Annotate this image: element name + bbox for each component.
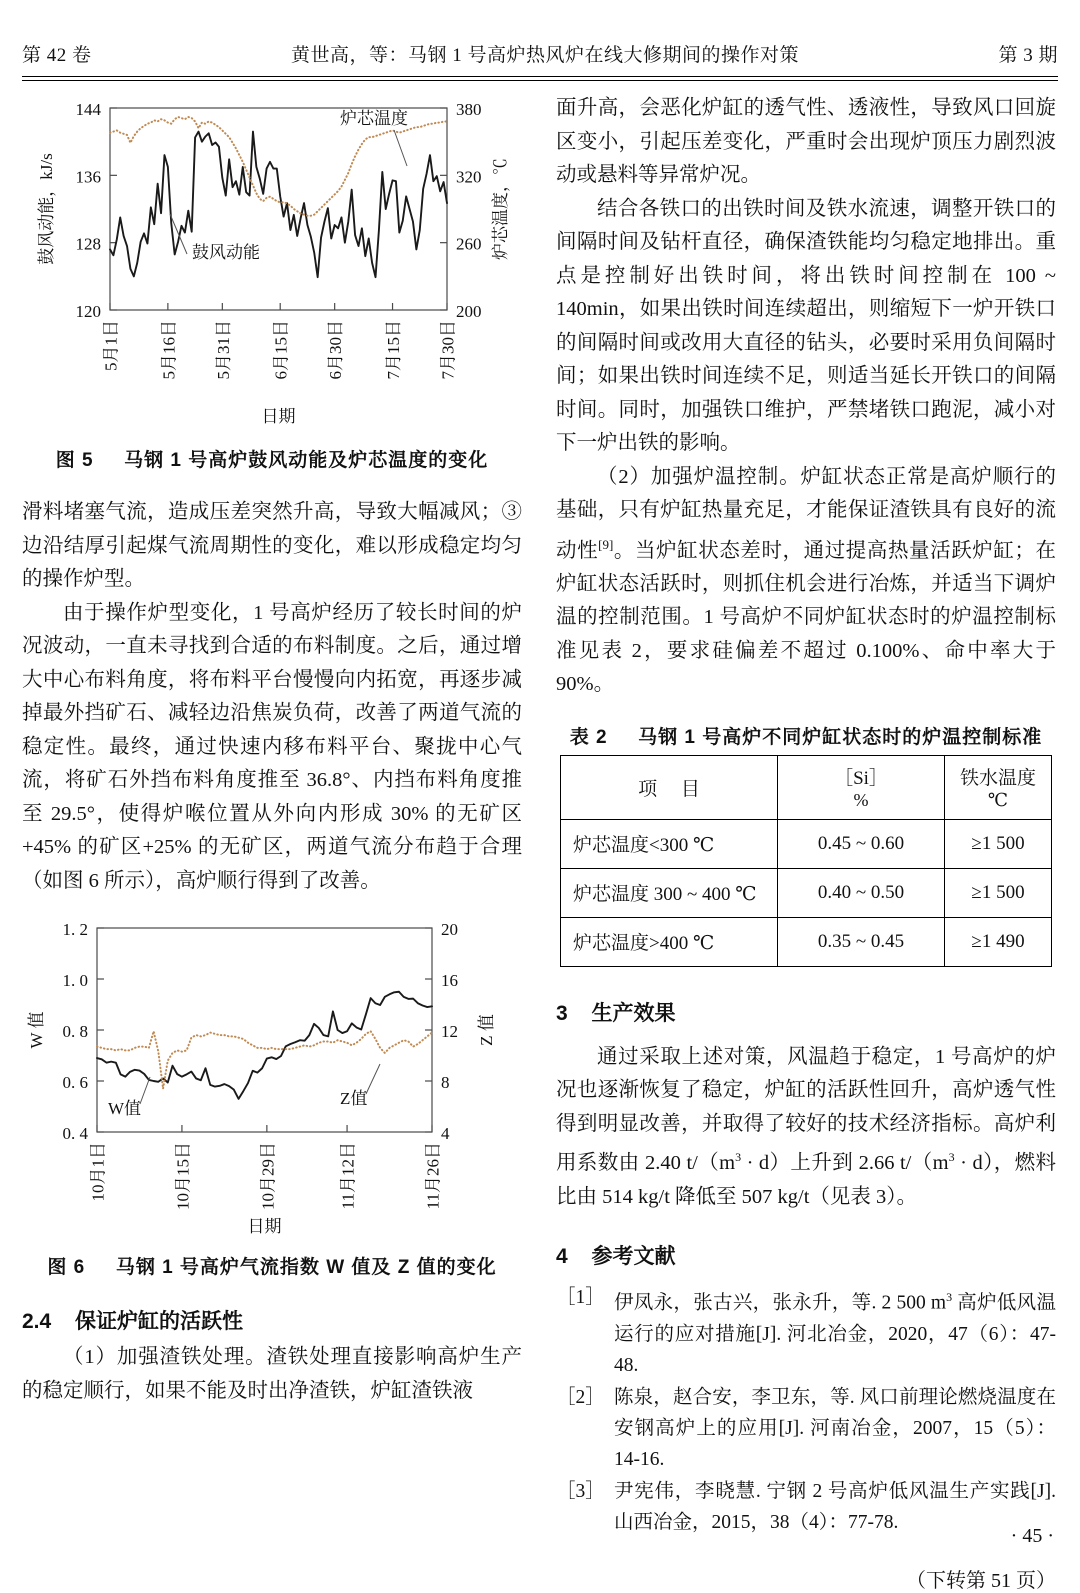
reference-item	[556, 1476, 1056, 1538]
right-paragraph-4	[556, 1041, 1056, 1214]
section-2-4-heading	[22, 1305, 522, 1335]
section-3-number: 3	[556, 1001, 568, 1025]
x-tick-label: 5月31日	[213, 320, 233, 380]
table-cell-item: 炉芯温度>400 ℃	[561, 917, 778, 966]
y-tick-label: 136	[75, 167, 101, 187]
right-column	[556, 92, 1056, 1593]
table-2-caption-label: 表 2	[569, 726, 608, 748]
x-tick-label: 6月30日	[326, 320, 346, 380]
left-paragraph-2: 由于操作炉型变化，1 号高炉经历了较长时间的炉况波动，一直未寻找到合适的布料制度。之后，通过增大中心布料角度，将布料平台慢慢向内拓宽，再逐步减掉最外挡矿石、减轻边沿焦炭负荷，改善了两道气流的稳定性。最终，通过快速内移布料平台、聚拢中心气流，将矿石外挡布料角度推至 36.8°、内挡布料角度推至 29.5°，使得炉喉位置从外向内形成 30% 的无矿区+45% 的矿区+25% 的无矿区，两道气流分布趋于合理（如图 6 所示），高炉顺行得到了改善。	[22, 601, 522, 892]
y2-axis-title: Z 值	[477, 1014, 496, 1046]
left-paragraph-3: （1）加强渣铁处理。渣铁处理直接影响高炉生产的稳定顺行，如果不能及时出净渣铁，炉缸渣铁液	[22, 1346, 522, 1402]
y-tick-label: 144	[75, 100, 101, 119]
section-3-heading	[556, 997, 1056, 1027]
table-cell-item: 炉芯温度 300 ~ 400 ℃	[561, 868, 778, 917]
table-2	[560, 755, 1052, 967]
figure-5-plot	[22, 92, 522, 437]
reference-item	[556, 1382, 1056, 1475]
x-tick-label: 7月30日	[438, 320, 458, 380]
series-line-solid	[110, 132, 447, 278]
right-paragraph-1: 面升高，会恶化炉缸的透气性、透液性，导致风口回旋区变小，引起压差变化，严重时会出现炉顶压力剧烈波动或悬料等异常炉况。	[556, 97, 1056, 186]
left-column	[22, 92, 522, 1408]
reference-text-a: 陈泉，赵合安，李卫东，等. 风口前理论燃烧温度在安钢高炉上的应用[J]. 河南冶金，2007，15（5）：14-16.	[614, 1386, 1056, 1470]
reference-tag: ［3］	[556, 1480, 605, 1502]
reference-list	[556, 1282, 1056, 1538]
table-2-col-item	[561, 755, 778, 819]
table-row	[561, 819, 1052, 868]
series-annotation: 鼓风动能	[192, 243, 260, 262]
x-tick-label: 11月12日	[338, 1142, 358, 1210]
y-tick-label: 0. 8	[62, 1022, 88, 1041]
table-2-col-temp-label: 铁水温度	[959, 768, 1036, 790]
y-tick-label: 1. 0	[62, 971, 88, 990]
y2-tick-label: 260	[456, 234, 482, 254]
reference-text-a: 伊凤永，张古兴，张永升，等. 2 500 m	[614, 1292, 947, 1314]
y2-tick-label: 200	[456, 302, 482, 321]
table-2-col-item-label: 项 目	[638, 778, 700, 800]
x-axis-title: 日期	[247, 1217, 282, 1236]
right-paragraph-3	[556, 461, 1056, 702]
right-paragraph-4c: · d），燃料比由 514 kg/t 降低至 507 kg/t（见表 3）。	[556, 1152, 1057, 1208]
x-tick-label: 5月16日	[159, 320, 179, 380]
table-cell-temp: ≥1 500	[945, 868, 1052, 917]
x-tick-label: 10月15日	[173, 1142, 193, 1210]
y2-tick-label: 8	[441, 1073, 450, 1092]
right-paragraph-4a: 通过采取上述对策，风温趋于稳定，1 号高炉的炉况也逐渐恢复了稳定，炉缸的活跃性回升，高炉透气性得到明显改善，并取得了较好的技术经济指标。高炉利用系数由 2.40 t/（m	[556, 1045, 1056, 1175]
figure-6	[22, 914, 522, 1244]
header-issue: 第 3 期	[998, 45, 1058, 66]
table-2-body	[561, 819, 1052, 966]
left-paragraph-1: 滑料堵塞气流，造成压差突然升高，导致大幅减风；③边沿结厚引起煤气流周期性的变化，难以形成稳定均匀的操作炉型。	[22, 501, 522, 590]
table-cell-si: 0.40 ~ 0.50	[778, 868, 945, 917]
header-title: 黄世高，等：马钢 1 号高炉热风炉在线大修期间的操作对策	[290, 45, 799, 66]
y-tick-label: 1. 2	[62, 920, 88, 939]
x-tick-label: 10月1日	[88, 1142, 108, 1202]
annotation-leader	[140, 1077, 150, 1104]
reference-text-b: 高炉低风温运行的应对措施[J]. 河北冶金，2020，47（6）：47-48.	[614, 1292, 1056, 1376]
figure-6-plot	[22, 914, 522, 1244]
reference-text	[614, 1282, 1056, 1381]
table-2-col-temp	[945, 755, 1052, 819]
table-row	[561, 917, 1052, 966]
y2-tick-label: 20	[441, 920, 458, 939]
y2-tick-label: 320	[456, 167, 482, 187]
figure-6-caption-label: 图 6	[47, 1257, 86, 1278]
table-2-col-si-unit: %	[853, 790, 869, 811]
reference-tag: ［1］	[556, 1287, 605, 1309]
y2-tick-label: 4	[441, 1124, 450, 1143]
table-row	[561, 868, 1052, 917]
series-line-solid	[97, 992, 432, 1099]
series-annotation: Z值	[340, 1089, 368, 1108]
continued-note: （下转第 51 页）	[906, 1569, 1056, 1592]
y2-tick-label: 12	[441, 1022, 458, 1041]
x-tick-label: 7月15日	[383, 320, 403, 380]
section-3-title: 生产效果	[591, 1001, 676, 1025]
figure-6-caption-text: 马钢 1 号高炉气流指数 W 值及 Z 值的变化	[115, 1257, 497, 1278]
y-tick-label: 0. 4	[62, 1124, 88, 1143]
table-cell-si: 0.45 ~ 0.60	[778, 819, 945, 868]
exponent-3-second: 3	[948, 1150, 955, 1165]
annotation-leader	[366, 1064, 380, 1094]
section-4-number: 4	[556, 1245, 568, 1269]
right-paragraph-3b: 。当炉缸状态差时，通过提高热量活跃炉缸；在炉缸状态活跃时，则抓住机会进行冶炼，并适当下调炉温的控制范围。1 号高炉不同炉缸状态时的炉温控制标准见表 2，要求硅偏差不超过 0.100%、命中率大于 90%。	[556, 539, 1057, 696]
figure-5-caption-text: 马钢 1 号高炉鼓风动能及炉芯温度的变化	[124, 450, 489, 471]
table-cell-temp: ≥1 500	[945, 819, 1052, 868]
series-line-dotted	[97, 1031, 432, 1088]
y-axis-title: W 值	[27, 1011, 46, 1049]
right-paragraph-2: 结合各铁口的出铁时间及铁水流速，调整开铁口的间隔时间及钻杆直径，确保渣铁能均匀稳定地排出。重点是控制好出铁时间，将出铁时间控制在 100 ~ 140min，如果出铁时间连续超出，则缩短下一炉开铁口的间隔时间或改用大直径的钻头，必要时采用负间隔时间；如果出铁时间连续不足，则适当延长开铁口的间隔时间。同时，加强铁口维护，严禁堵铁口跑泥，减小对下一炉出铁的影响。	[556, 197, 1056, 454]
table-2-col-temp-unit: ℃	[987, 790, 1009, 811]
y2-axis-title: 炉芯温度，℃	[491, 158, 510, 260]
x-tick-label: 5月1日	[101, 320, 121, 371]
figure-5-caption	[22, 445, 522, 472]
reference-tag: ［2］	[556, 1386, 605, 1408]
figure-5	[22, 92, 522, 437]
reference-text	[614, 1382, 1056, 1475]
reference-text	[614, 1476, 1056, 1538]
page-number: · 45 ·	[1010, 1525, 1054, 1547]
figure-5-caption-label: 图 5	[55, 450, 94, 471]
citation-ref-9: [9]	[598, 536, 614, 552]
reference-item	[556, 1282, 1056, 1381]
annotation-leader	[394, 130, 407, 166]
y-tick-label: 0. 6	[62, 1073, 88, 1092]
table-cell-temp: ≥1 490	[945, 917, 1052, 966]
x-tick-label: 11月26日	[423, 1142, 443, 1210]
x-tick-label: 6月15日	[271, 320, 291, 380]
reference-text-a: 尹宪伟，李晓慧. 宁钢 2 号高炉低风温生产实践[J]. 山西冶金，2015，38（4）：77-78.	[614, 1480, 1056, 1533]
x-axis-title: 日期	[261, 407, 296, 426]
section-4-title: 参考文献	[591, 1245, 676, 1269]
table-cell-item: 炉芯温度<300 ℃	[561, 819, 778, 868]
table-2-caption	[556, 722, 1056, 749]
series-annotation: W值	[108, 1099, 142, 1118]
x-tick-label: 10月29日	[258, 1142, 278, 1210]
y2-tick-label: 16	[441, 971, 458, 990]
exponent-3-first: 3	[735, 1150, 742, 1165]
reference-exponent: 3	[946, 1290, 953, 1305]
y2-tick-label: 380	[456, 100, 482, 119]
running-head	[22, 40, 1058, 67]
figure-6-caption	[22, 1252, 522, 1279]
y-tick-label: 128	[75, 234, 101, 254]
series-annotation: 炉芯温度	[340, 109, 408, 128]
right-paragraph-3a: （2）加强炉温控制。炉缸状态正常是高炉顺行的基础，只有炉缸热量充足，才能保证渣铁具有良好的流动性	[556, 465, 1056, 562]
y-axis-title: 鼓风动能，kJ/s	[37, 153, 56, 265]
table-2-col-si	[778, 755, 945, 819]
section-2-4-number: 2.4	[22, 1310, 52, 1333]
table-2-col-si-label: ［Si］	[834, 768, 888, 790]
header-volume: 第 42 卷	[22, 45, 92, 66]
section-4-heading	[556, 1240, 1056, 1270]
plot-frame	[97, 928, 432, 1132]
header-rule	[22, 76, 1058, 81]
table-cell-si: 0.35 ~ 0.45	[778, 917, 945, 966]
section-2-4-title: 保证炉缸的活跃性	[75, 1310, 244, 1333]
table-2-caption-text: 马钢 1 号高炉不同炉缸状态时的炉温控制标准	[638, 726, 1043, 748]
y-tick-label: 120	[75, 302, 101, 321]
table-2-header-row	[561, 755, 1052, 819]
right-paragraph-4b: · d）上升到 2.66 t/（m	[741, 1152, 949, 1175]
